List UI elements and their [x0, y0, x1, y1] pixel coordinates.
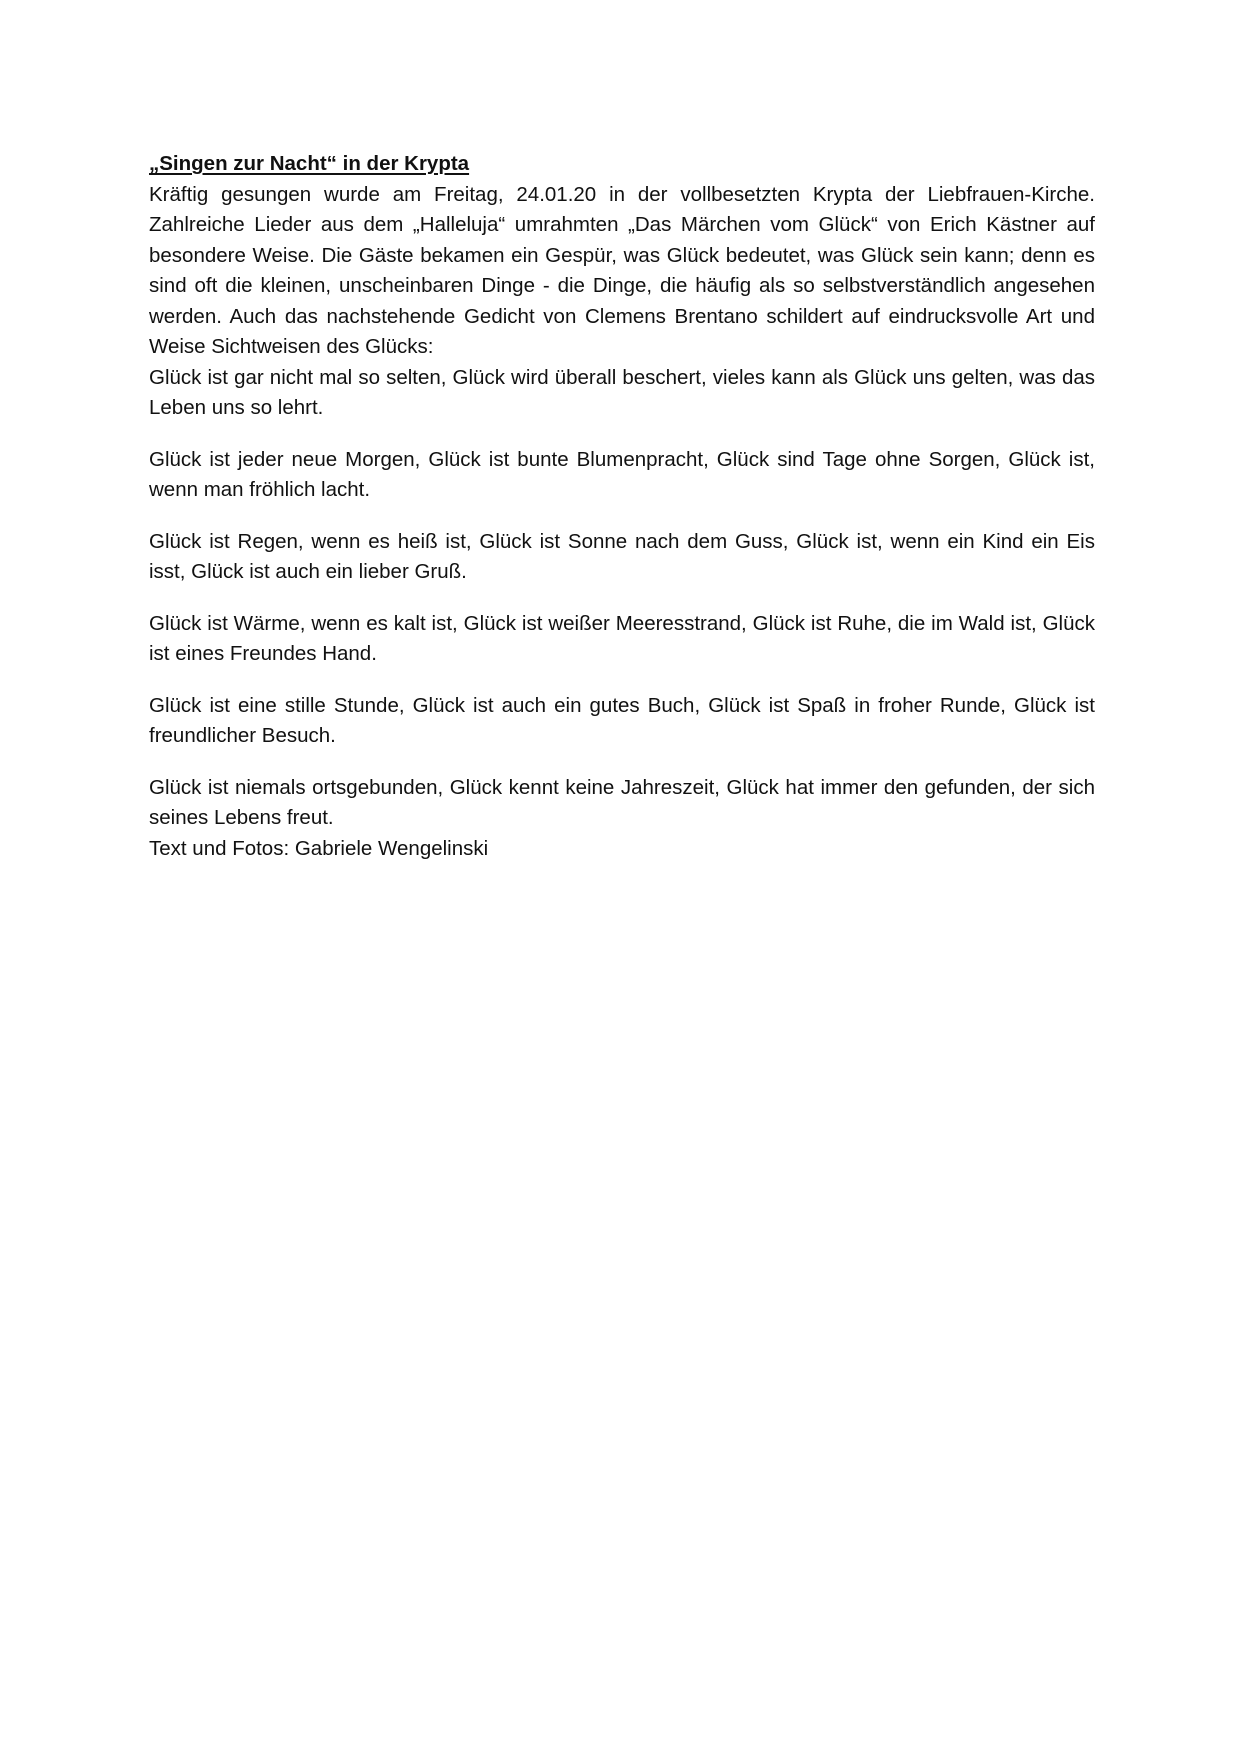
poem-stanza-6: Glück ist niemals ortsgebunden, Glück kennt keine Jahreszeit, Glück hat immer den gefunden, der sich seines Lebens freut. — [149, 775, 1095, 829]
poem-stanza-5: Glück ist eine stille Stunde, Glück ist auch ein gutes Buch, Glück ist Spaß in froher Runde, Glück ist freundlicher Besuch. — [149, 693, 1095, 747]
article-title: „Singen zur Nacht“ in der Krypta — [149, 152, 470, 175]
poem-stanza-4: Glück ist Wärme, wenn es kalt ist, Glück ist weißer Meeresstrand, Glück ist Ruhe, die im Wald ist, Glück ist eines Freundes Hand. — [149, 611, 1095, 665]
poem-stanza-1: Glück ist gar nicht mal so selten, Glück wird überall beschert, vieles kann als Glück uns gelten, was das Leben uns so lehrt. — [149, 365, 1095, 419]
document-page — [149, 149, 1095, 864]
photo-text-credit: Text und Fotos: Gabriele Wengelinski — [149, 836, 489, 860]
poem-stanza-3: Glück ist Regen, wenn es heiß ist, Glück ist Sonne nach dem Guss, Glück ist, wenn ein Kind ein Eis isst, Glück ist auch ein lieber Gruß. — [149, 529, 1095, 583]
intro-paragraph: Kräftig gesungen wurde am Freitag, 24.01.20 in der vollbesetzten Krypta der Liebfrauen-Kirche. Zahlreiche Lieder aus dem „Halleluja“ umrahmten „Das Märchen vom Glück“ von Erich Kästner auf besondere Weise. Die Gäste bekamen ein Gespür, was Glück bedeutet, was Glück sein kann; denn es sind oft die kleinen, unscheinbaren Dinge - die Dinge, die häufig als so selbstverständlich angesehen werden. Auch das nachstehende Gedicht von Clemens Brentano schildert auf eindrucksvolle Art und Weise Sichtweisen des Glücks: — [149, 182, 1095, 358]
poem-stanza-2: Glück ist jeder neue Morgen, Glück ist bunte Blumenpracht, Glück sind Tage ohne Sorgen, Glück ist, wenn man fröhlich lacht. — [149, 447, 1095, 501]
